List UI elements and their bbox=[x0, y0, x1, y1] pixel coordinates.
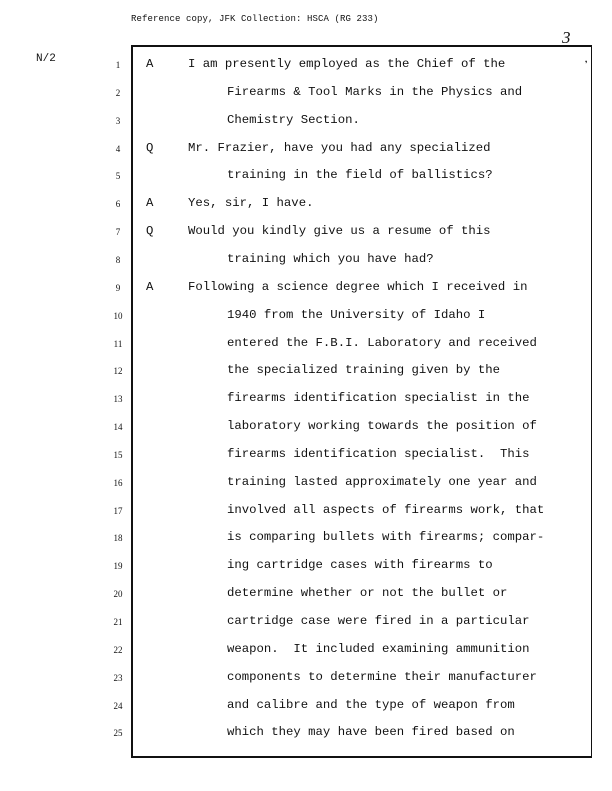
line-number: 13 bbox=[113, 394, 123, 405]
line-text: laboratory working towards the position of bbox=[227, 419, 537, 434]
line-text: which they may have been fired based on bbox=[227, 725, 515, 740]
speaker-label: A bbox=[146, 57, 154, 71]
document-header: Reference copy, JFK Collection: HSCA (RG 233) bbox=[131, 14, 379, 24]
transcript-line bbox=[0, 670, 612, 690]
speaker-label: A bbox=[146, 279, 154, 294]
line-text: Chemistry Section. bbox=[227, 112, 360, 127]
line-number: 7 bbox=[115, 227, 121, 238]
transcript-line bbox=[0, 168, 612, 188]
line-number: 9 bbox=[115, 282, 121, 293]
line-text: ing cartridge cases with firearms to bbox=[227, 558, 493, 573]
line-number: 11 bbox=[113, 338, 123, 349]
line-text: entered the F.B.I. Laboratory and received bbox=[227, 335, 537, 350]
speaker-label: Q bbox=[146, 140, 154, 155]
transcript-line bbox=[0, 363, 612, 383]
transcript-line bbox=[0, 308, 612, 328]
line-number: 24 bbox=[113, 700, 123, 711]
line-text: I am presently employed as the Chief of the bbox=[188, 57, 506, 71]
transcript-line bbox=[0, 336, 612, 356]
transcript-line bbox=[0, 503, 612, 523]
transcript-line bbox=[0, 642, 612, 662]
line-text: Yes, sir, I have. bbox=[188, 196, 314, 211]
page-number: 3 bbox=[562, 28, 571, 47]
speaker-label: A bbox=[146, 196, 154, 211]
line-number: 21 bbox=[113, 617, 123, 627]
line-text: 1940 from the University of Idaho I bbox=[227, 307, 486, 322]
line-text: training in the field of ballistics? bbox=[227, 168, 493, 183]
line-number: 3 bbox=[115, 115, 121, 126]
line-number: 12 bbox=[113, 366, 123, 377]
line-text: weapon. It included examining ammunition bbox=[227, 641, 530, 656]
line-text: and calibre and the type of weapon from bbox=[227, 697, 515, 712]
transcript-line bbox=[0, 141, 612, 161]
side-note: N/2 bbox=[36, 53, 56, 65]
transcript-line bbox=[0, 85, 612, 105]
line-number: 14 bbox=[113, 422, 123, 433]
line-number: 18 bbox=[113, 533, 123, 544]
line-number: 17 bbox=[113, 505, 123, 516]
line-number: 2 bbox=[115, 87, 121, 98]
line-number: 8 bbox=[115, 254, 121, 265]
transcript-line bbox=[0, 419, 612, 439]
transcript-line bbox=[0, 614, 612, 634]
line-number: 5 bbox=[115, 171, 121, 182]
line-number: 15 bbox=[113, 449, 123, 460]
transcript-line bbox=[0, 447, 612, 467]
transcript-line bbox=[0, 530, 612, 550]
transcript-line bbox=[0, 558, 612, 578]
line-text: firearms identification specialist. This bbox=[227, 446, 530, 461]
line-number: 23 bbox=[113, 672, 123, 683]
line-number: 22 bbox=[113, 644, 123, 655]
transcript-line bbox=[0, 725, 612, 745]
line-number: 19 bbox=[113, 561, 123, 572]
line-text: components to determine their manufacturer bbox=[227, 669, 537, 684]
transcript-line bbox=[0, 391, 612, 411]
transcript-line bbox=[0, 475, 612, 495]
line-text: Mr. Frazier, have you had any specialized bbox=[188, 140, 491, 155]
transcript-line bbox=[0, 280, 612, 300]
line-text: is comparing bullets with firearms; compar- bbox=[227, 530, 545, 545]
transcript-line bbox=[0, 252, 612, 272]
line-number: 1 bbox=[115, 60, 121, 70]
transcript-line bbox=[0, 196, 612, 216]
speaker-label: Q bbox=[146, 224, 154, 239]
line-text: cartridge case were fired in a particular bbox=[227, 614, 530, 628]
line-text: training which you have had? bbox=[227, 251, 434, 266]
transcript-line bbox=[0, 113, 612, 133]
line-number: 16 bbox=[113, 477, 123, 488]
line-number: 4 bbox=[115, 143, 121, 154]
margin-mark: ❜ bbox=[583, 61, 590, 72]
line-text: involved all aspects of firearms work, that bbox=[227, 502, 545, 517]
line-text: determine whether or not the bullet or bbox=[227, 586, 508, 601]
transcript-line bbox=[0, 224, 612, 244]
line-text: Would you kindly give us a resume of this bbox=[188, 224, 491, 239]
line-text: the specialized training given by the bbox=[227, 363, 501, 378]
transcript-line bbox=[0, 586, 612, 606]
line-number: 25 bbox=[113, 728, 123, 739]
line-text: Firearms & Tool Marks in the Physics and bbox=[227, 84, 523, 99]
line-text: Following a science degree which I received in bbox=[188, 279, 528, 294]
line-number: 20 bbox=[113, 589, 123, 600]
line-number: 6 bbox=[115, 199, 121, 210]
transcript-line bbox=[0, 698, 612, 718]
line-text: training lasted approximately one year and bbox=[227, 474, 537, 489]
line-number: 10 bbox=[113, 310, 123, 321]
line-text: firearms identification specialist in the bbox=[227, 391, 530, 406]
transcript-line bbox=[0, 57, 612, 77]
